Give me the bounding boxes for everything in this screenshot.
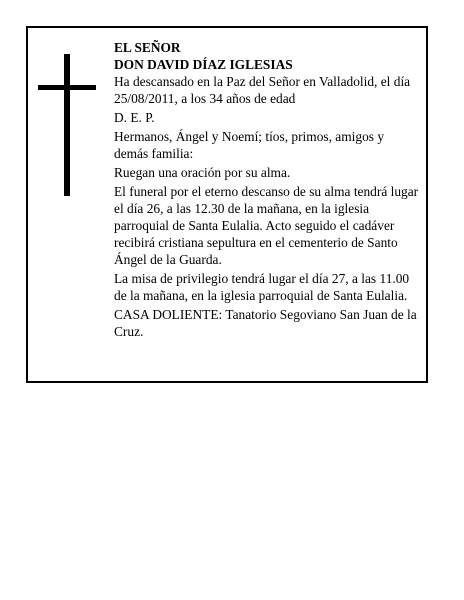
cross-icon [64,54,70,196]
obituary-text [114,39,420,342]
rip-line: D. E. P. [114,110,155,125]
cross-icon-bar [38,85,96,90]
title-line-1: EL SEÑOR [114,40,181,55]
mass-paragraph: La misa de privilegio tendrá lugar el día 27, a las 11.00 de la mañana, en la iglesia parroquial de Santa Eulalia. [114,271,410,303]
funeral-paragraph: El funeral por el eterno descanso de su alma tendrá lugar el día 26, a las 12.30 de la mañana, en la iglesia parroquial de Santa Eulalia. Acto seguido el cadáver recibirá cristiana sepultura en el cementerio de Santo Ángel de la Guarda. [114,184,419,267]
announcement-paragraph: Ha descansado en la Paz del Señor en Valladolid, el día 25/08/2011, a los 34 años de edad [114,74,411,106]
family-paragraph: Hermanos, Ángel y Noemí; tíos, primos, amigos y demás familia: [114,129,385,161]
prayer-request: Ruegan una oración por su alma. [114,165,291,180]
funeral-home-paragraph: CASA DOLIENTE: Tanatorio Segoviano San Juan de la Cruz. [114,307,417,339]
deceased-name: DON DAVID DÍAZ IGLESIAS [114,57,293,72]
